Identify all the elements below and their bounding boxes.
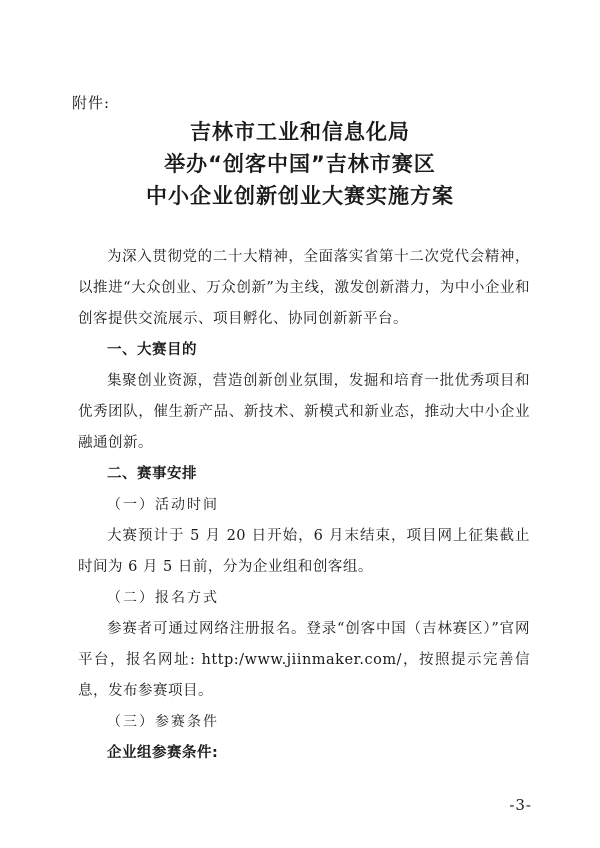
attachment-label: 附件: [72, 94, 111, 112]
section-2-1-heading: （一）活动时间 [107, 497, 219, 513]
intro-paragraph: 为深入贯彻党的二十大精神，全面落实省第十二次党代会精神，以推进“大众创业、万众创新”为主线，激发创新潜力，为中小企业和创客提供交流展示、项目孵化、协同创新新平台。 [78, 249, 530, 327]
section-2-2-paragraph: 参赛者可通过网络注册报名。登录“创客中国（吉林赛区）”官网平台，报名网址: http:/www.jiinmaker.com/，按照提示完善信息，发布参赛项目。 [78, 621, 530, 699]
section-1-heading: 一、大赛目的 [107, 342, 197, 358]
document-body [78, 242, 530, 769]
section-2-1-paragraph: 大赛预计于 5 月 20 日开始，6 月末结束，项目网上征集截止时间为 6 月 5 日前，分为企业组和创客组。 [78, 528, 530, 575]
enterprise-conditions-heading: 企业组参赛条件: [107, 745, 219, 761]
section-2-3-heading: （三）参赛条件 [107, 714, 219, 730]
title-line-2: 举办“创客中国”吉林市赛区 [164, 152, 436, 176]
section-2-2-heading: （二）报名方式 [107, 590, 219, 606]
section-2-heading: 二、赛事安排 [107, 466, 197, 482]
title-line-1: 吉林市工业和信息化局 [190, 120, 410, 144]
section-1-paragraph: 集聚创业资源，营造创新创业氛围，发掘和培育一批优秀项目和优秀团队，催生新产品、新技术、新模式和新业态，推动大中小企业融通创新。 [78, 373, 530, 451]
title-line-3: 中小企业创新创业大赛实施方案 [146, 184, 454, 208]
page-number: -3- [509, 796, 532, 814]
document-title [0, 116, 600, 212]
